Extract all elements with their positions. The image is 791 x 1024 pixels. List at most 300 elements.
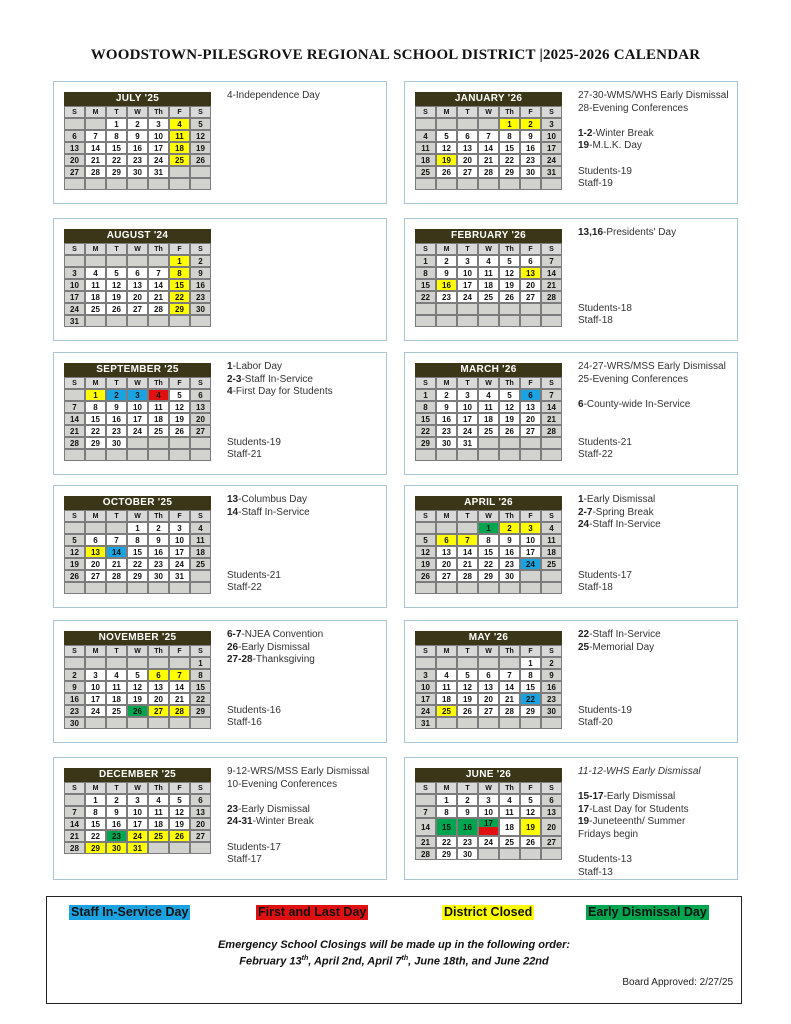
note-line xyxy=(578,804,736,817)
day-cell: 31 xyxy=(148,166,169,178)
weekday-cell: S xyxy=(64,645,85,657)
month-title: MAY '26 xyxy=(415,631,562,645)
day-cell: 12 xyxy=(169,401,190,413)
note-text: -Juneteenth/ Summer xyxy=(589,816,686,828)
day-cell: 21 xyxy=(64,425,85,437)
day-cell: 13 xyxy=(64,142,85,154)
day-cell: 11 xyxy=(478,267,499,279)
empty-day-cell xyxy=(190,449,211,461)
note-line xyxy=(227,374,385,387)
day-cell: 7 xyxy=(64,401,85,413)
week-row xyxy=(64,717,211,729)
empty-day-cell xyxy=(436,522,457,534)
week-row xyxy=(415,836,562,848)
note-line xyxy=(227,399,385,412)
day-cell: 5 xyxy=(169,794,190,806)
legend-early-dismissal-day: Early Dismissal Day xyxy=(588,905,707,919)
week-row xyxy=(415,178,562,190)
week-row xyxy=(64,279,211,291)
empty-day-cell xyxy=(190,570,211,582)
note-text: 9-12-WRS/MSS Early Dismissal xyxy=(227,766,370,777)
day-cell: 23 xyxy=(106,830,127,842)
note-line xyxy=(227,804,385,817)
day-cell: 23 xyxy=(520,154,541,166)
day-cell: 28 xyxy=(478,166,499,178)
empty-day-cell xyxy=(478,303,499,315)
day-cell: 22 xyxy=(499,154,520,166)
empty-day-cell xyxy=(457,315,478,327)
weekday-cell: M xyxy=(85,782,106,794)
day-cell: 28 xyxy=(169,705,190,717)
week-row xyxy=(415,118,562,130)
day-cell: 21 xyxy=(64,830,85,842)
week-row xyxy=(415,848,562,860)
day-cell: 18 xyxy=(436,693,457,705)
empty-day-cell xyxy=(106,582,127,594)
day-cell: 25 xyxy=(106,705,127,717)
note-text: Staff-19 xyxy=(578,178,613,190)
day-cell: 24 xyxy=(148,154,169,166)
weekday-cell: M xyxy=(436,377,457,389)
day-cell: 20 xyxy=(520,413,541,425)
note-dates: 1 xyxy=(227,361,233,372)
day-cell: 6 xyxy=(436,534,457,546)
week-row xyxy=(415,255,562,267)
week-row xyxy=(64,267,211,279)
empty-day-cell xyxy=(499,315,520,327)
note-text: -Early Dismissal xyxy=(603,791,676,803)
month-notes xyxy=(227,494,385,602)
weekday-cell: T xyxy=(106,243,127,255)
day-cell: 17 xyxy=(127,413,148,425)
day-cell: 12 xyxy=(499,267,520,279)
day-cell: 26 xyxy=(499,425,520,437)
day-cell: 25 xyxy=(541,558,562,570)
day-cell: 12 xyxy=(457,681,478,693)
day-cell: 15 xyxy=(478,546,499,558)
empty-day-cell xyxy=(190,437,211,449)
day-cell: 28 xyxy=(106,570,127,582)
day-cell: 1 xyxy=(520,657,541,669)
note-line xyxy=(578,842,736,855)
day-cell: 18 xyxy=(169,142,190,154)
day-cell: 21 xyxy=(457,558,478,570)
week-row xyxy=(415,705,562,717)
note-dates: 13,16 xyxy=(578,227,604,238)
week-row xyxy=(415,522,562,534)
day-cell: 2 xyxy=(106,389,127,401)
day-cell: 2 xyxy=(499,522,520,534)
empty-day-cell xyxy=(85,449,106,461)
week-row xyxy=(415,154,562,166)
weekday-cell: F xyxy=(520,782,541,794)
month-title: SEPTEMBER '25 xyxy=(64,363,211,377)
weekday-header xyxy=(64,782,211,794)
day-cell: 14 xyxy=(499,681,520,693)
weekday-header xyxy=(64,243,211,255)
day-cell: 21 xyxy=(478,154,499,166)
day-cell: 29 xyxy=(436,848,457,860)
empty-day-cell xyxy=(127,255,148,267)
day-cell: 22 xyxy=(190,693,211,705)
note-dates: 27-28 xyxy=(227,654,253,666)
day-cell: 12 xyxy=(64,546,85,558)
empty-day-cell xyxy=(148,582,169,594)
day-cell: 26 xyxy=(190,154,211,166)
month-calendar xyxy=(415,229,562,327)
week-row xyxy=(415,315,562,327)
day-cell: 5 xyxy=(520,794,541,806)
day-cell: 8 xyxy=(169,267,190,279)
weekday-cell: F xyxy=(520,645,541,657)
day-cell: 4 xyxy=(478,255,499,267)
note-text: -Staff In-Service xyxy=(589,629,661,640)
empty-day-cell xyxy=(169,449,190,461)
note-line xyxy=(578,424,736,437)
empty-day-cell xyxy=(64,449,85,461)
day-cell: 6 xyxy=(85,534,106,546)
note-text: Students-21 xyxy=(578,436,632,448)
day-cell: 8 xyxy=(478,534,499,546)
day-cell: 20 xyxy=(457,154,478,166)
week-row xyxy=(64,178,211,190)
weekday-cell: T xyxy=(106,510,127,522)
weekday-cell: S xyxy=(64,510,85,522)
empty-day-cell xyxy=(541,315,562,327)
day-cell: 9 xyxy=(106,806,127,818)
day-cell: 30 xyxy=(457,848,478,860)
week-row xyxy=(64,546,211,558)
empty-day-cell xyxy=(457,118,478,130)
week-row xyxy=(64,681,211,693)
note-line xyxy=(227,424,385,437)
note-dates: 2-3 xyxy=(227,373,242,385)
note-dates: 17 xyxy=(578,803,590,815)
day-cell: 19 xyxy=(415,558,436,570)
empty-day-cell xyxy=(106,522,127,534)
weekday-cell: S xyxy=(541,782,562,794)
week-row xyxy=(415,267,562,279)
day-cell: 27 xyxy=(190,425,211,437)
note-line xyxy=(227,766,385,779)
week-row xyxy=(415,558,562,570)
legend-staff-in-service: Staff In-Service Day xyxy=(71,905,189,919)
empty-day-cell xyxy=(520,315,541,327)
day-cell: 7 xyxy=(148,267,169,279)
day-cell: 13 xyxy=(478,681,499,693)
day-cell: 2 xyxy=(436,389,457,401)
day-cell: 7 xyxy=(541,389,562,401)
month-calendar xyxy=(64,631,211,729)
day-cell: 1 xyxy=(169,255,190,267)
note-text: -Early Dismissal xyxy=(238,641,310,653)
note-dates: 24-31 xyxy=(227,816,253,828)
note-line xyxy=(578,178,736,191)
day-cell: 10 xyxy=(415,681,436,693)
week-row xyxy=(64,315,211,327)
week-row xyxy=(64,255,211,267)
month-calendar xyxy=(415,631,562,729)
day-cell: 1 xyxy=(127,522,148,534)
note-text: Students-19 xyxy=(227,436,281,448)
month-notes xyxy=(578,766,736,878)
day-cell: 1 xyxy=(85,794,106,806)
empty-day-cell xyxy=(127,437,148,449)
note-line xyxy=(578,779,736,792)
day-cell: 10 xyxy=(64,279,85,291)
empty-day-cell xyxy=(478,118,499,130)
weekday-cell: S xyxy=(541,106,562,118)
day-cell: 16 xyxy=(520,142,541,154)
day-cell: 25 xyxy=(436,705,457,717)
month-notes xyxy=(227,90,385,198)
day-cell: 26 xyxy=(457,705,478,717)
empty-day-cell xyxy=(541,848,562,860)
empty-day-cell xyxy=(457,178,478,190)
month-block xyxy=(53,757,387,880)
week-row xyxy=(415,413,562,425)
weekday-header xyxy=(415,510,562,522)
day-cell: 23 xyxy=(541,693,562,705)
day-cell: 4 xyxy=(169,118,190,130)
day-cell: 22 xyxy=(436,836,457,848)
day-cell: 13 xyxy=(127,279,148,291)
note-dates: 19 xyxy=(578,140,590,152)
week-row xyxy=(64,437,211,449)
note-text: Staff-22 xyxy=(227,582,262,594)
day-cell: 31 xyxy=(541,166,562,178)
month-notes xyxy=(227,766,385,874)
day-cell: 13 xyxy=(190,401,211,413)
empty-day-cell xyxy=(478,848,499,860)
day-cell: 28 xyxy=(541,425,562,437)
day-cell: 9 xyxy=(520,130,541,142)
note-line xyxy=(227,854,385,867)
day-cell: 28 xyxy=(64,842,85,854)
empty-day-cell xyxy=(148,437,169,449)
day-cell: 3 xyxy=(457,255,478,267)
note-line xyxy=(227,679,385,692)
day-cell: 30 xyxy=(127,166,148,178)
empty-day-cell xyxy=(148,842,169,854)
empty-day-cell xyxy=(64,522,85,534)
empty-day-cell xyxy=(169,842,190,854)
weekday-cell: S xyxy=(190,782,211,794)
note-line xyxy=(578,692,736,705)
weekday-cell: W xyxy=(127,645,148,657)
day-cell: 26 xyxy=(106,303,127,315)
day-cell: 10 xyxy=(127,806,148,818)
day-cell: 13 xyxy=(85,546,106,558)
day-cell: 12 xyxy=(169,806,190,818)
day-cell: 30 xyxy=(499,570,520,582)
month-title: JUNE '26 xyxy=(415,768,562,782)
legend-district-closed: District Closed xyxy=(444,905,533,919)
day-cell: 17 xyxy=(478,818,499,836)
note-line xyxy=(578,507,736,520)
weekday-cell: W xyxy=(127,377,148,389)
note-text: Students-18 xyxy=(578,302,632,314)
day-cell: 16 xyxy=(106,818,127,830)
day-cell: 15 xyxy=(106,142,127,154)
month-notes xyxy=(227,227,385,335)
note-line xyxy=(578,303,736,316)
day-cell: 24 xyxy=(64,303,85,315)
note-dates: 4 xyxy=(227,386,233,398)
day-cell: 2 xyxy=(520,118,541,130)
day-cell: 17 xyxy=(415,693,436,705)
empty-day-cell xyxy=(169,437,190,449)
note-text: Students-17 xyxy=(227,841,281,853)
day-cell: 23 xyxy=(190,291,211,303)
weekday-header xyxy=(415,645,562,657)
day-cell: 18 xyxy=(106,693,127,705)
empty-day-cell xyxy=(190,178,211,190)
day-cell: 20 xyxy=(190,413,211,425)
weekday-cell: S xyxy=(541,243,562,255)
empty-day-cell xyxy=(499,449,520,461)
day-cell: 20 xyxy=(478,693,499,705)
day-cell: 27 xyxy=(64,166,85,178)
weekday-cell: M xyxy=(85,645,106,657)
weekday-cell: M xyxy=(436,645,457,657)
month-calendar xyxy=(415,768,562,860)
day-cell: 4 xyxy=(499,794,520,806)
day-cell: 20 xyxy=(148,693,169,705)
note-text: -Winter Break xyxy=(592,127,654,139)
week-row xyxy=(64,558,211,570)
note-line xyxy=(227,791,385,804)
day-cell: 7 xyxy=(106,534,127,546)
week-row xyxy=(64,291,211,303)
note-line xyxy=(578,557,736,570)
day-cell: 4 xyxy=(415,130,436,142)
empty-day-cell xyxy=(85,657,106,669)
day-cell: 22 xyxy=(415,425,436,437)
empty-day-cell xyxy=(541,178,562,190)
day-cell: 29 xyxy=(127,570,148,582)
day-cell: 11 xyxy=(106,681,127,693)
day-cell: 7 xyxy=(499,669,520,681)
weekday-cell: S xyxy=(190,106,211,118)
note-text: -Memorial Day xyxy=(589,641,655,653)
day-cell: 11 xyxy=(499,806,520,818)
day-cell: 16 xyxy=(64,693,85,705)
empty-day-cell xyxy=(106,717,127,729)
note-text: 11-12-WHS Early Dismissal xyxy=(578,766,701,777)
week-row xyxy=(415,401,562,413)
weekday-cell: Th xyxy=(499,782,520,794)
weekday-cell: M xyxy=(85,377,106,389)
month-notes xyxy=(578,227,736,335)
day-cell: 29 xyxy=(106,166,127,178)
day-cell: 29 xyxy=(85,437,106,449)
day-cell: 26 xyxy=(499,291,520,303)
weekday-header xyxy=(415,243,562,255)
day-cell: 24 xyxy=(85,705,106,717)
day-cell: 9 xyxy=(190,267,211,279)
note-line xyxy=(227,519,385,532)
weekday-cell: S xyxy=(541,645,562,657)
day-cell: 7 xyxy=(64,806,85,818)
weekday-cell: S xyxy=(64,243,85,255)
day-cell: 31 xyxy=(127,842,148,854)
note-text: -Thanksgiving xyxy=(252,654,315,666)
day-cell: 24 xyxy=(415,705,436,717)
day-cell: 4 xyxy=(436,669,457,681)
empty-day-cell xyxy=(478,178,499,190)
note-text: 4-Independence Day xyxy=(227,90,320,101)
week-row xyxy=(415,717,562,729)
note-line xyxy=(578,240,736,253)
day-cell: 25 xyxy=(148,830,169,842)
day-cell: 12 xyxy=(127,681,148,693)
weekday-cell: W xyxy=(478,377,499,389)
note-line xyxy=(227,544,385,557)
note-dates: 2-7 xyxy=(578,506,593,518)
week-row xyxy=(64,705,211,717)
day-cell: 16 xyxy=(190,279,211,291)
day-cell: 18 xyxy=(478,413,499,425)
weekday-cell: S xyxy=(190,243,211,255)
weekday-cell: T xyxy=(106,645,127,657)
week-row xyxy=(415,130,562,142)
note-line xyxy=(227,629,385,642)
day-cell: 28 xyxy=(499,705,520,717)
weekday-cell: T xyxy=(457,243,478,255)
note-line xyxy=(227,654,385,667)
day-cell: 10 xyxy=(541,130,562,142)
week-row xyxy=(415,681,562,693)
day-cell: 1 xyxy=(85,389,106,401)
note-dates: 13 xyxy=(227,494,239,505)
empty-day-cell xyxy=(415,315,436,327)
month-calendar xyxy=(64,92,211,190)
day-cell: 22 xyxy=(520,693,541,705)
month-title: FEBRUARY '26 xyxy=(415,229,562,243)
week-row xyxy=(415,279,562,291)
day-cell: 17 xyxy=(127,818,148,830)
weekday-cell: F xyxy=(169,645,190,657)
empty-day-cell xyxy=(169,582,190,594)
day-cell: 25 xyxy=(169,154,190,166)
day-cell: 22 xyxy=(415,291,436,303)
empty-day-cell xyxy=(64,582,85,594)
note-line xyxy=(578,679,736,692)
day-cell: 12 xyxy=(499,401,520,413)
day-cell: 3 xyxy=(64,267,85,279)
empty-day-cell xyxy=(415,178,436,190)
note-line xyxy=(578,519,736,532)
day-cell: 6 xyxy=(457,130,478,142)
note-text: Students-19 xyxy=(578,704,632,716)
empty-day-cell xyxy=(106,255,127,267)
day-cell: 24 xyxy=(457,425,478,437)
weekday-cell: T xyxy=(457,782,478,794)
weekday-cell: T xyxy=(106,377,127,389)
empty-day-cell xyxy=(169,178,190,190)
day-cell: 16 xyxy=(106,413,127,425)
note-line xyxy=(578,252,736,265)
day-cell: 5 xyxy=(499,255,520,267)
day-cell: 29 xyxy=(499,166,520,178)
day-cell: 30 xyxy=(190,303,211,315)
empty-day-cell xyxy=(499,582,520,594)
day-cell: 24 xyxy=(169,558,190,570)
day-cell: 19 xyxy=(64,558,85,570)
empty-day-cell xyxy=(520,717,541,729)
note-text: 28-Evening Conferences xyxy=(578,102,689,114)
